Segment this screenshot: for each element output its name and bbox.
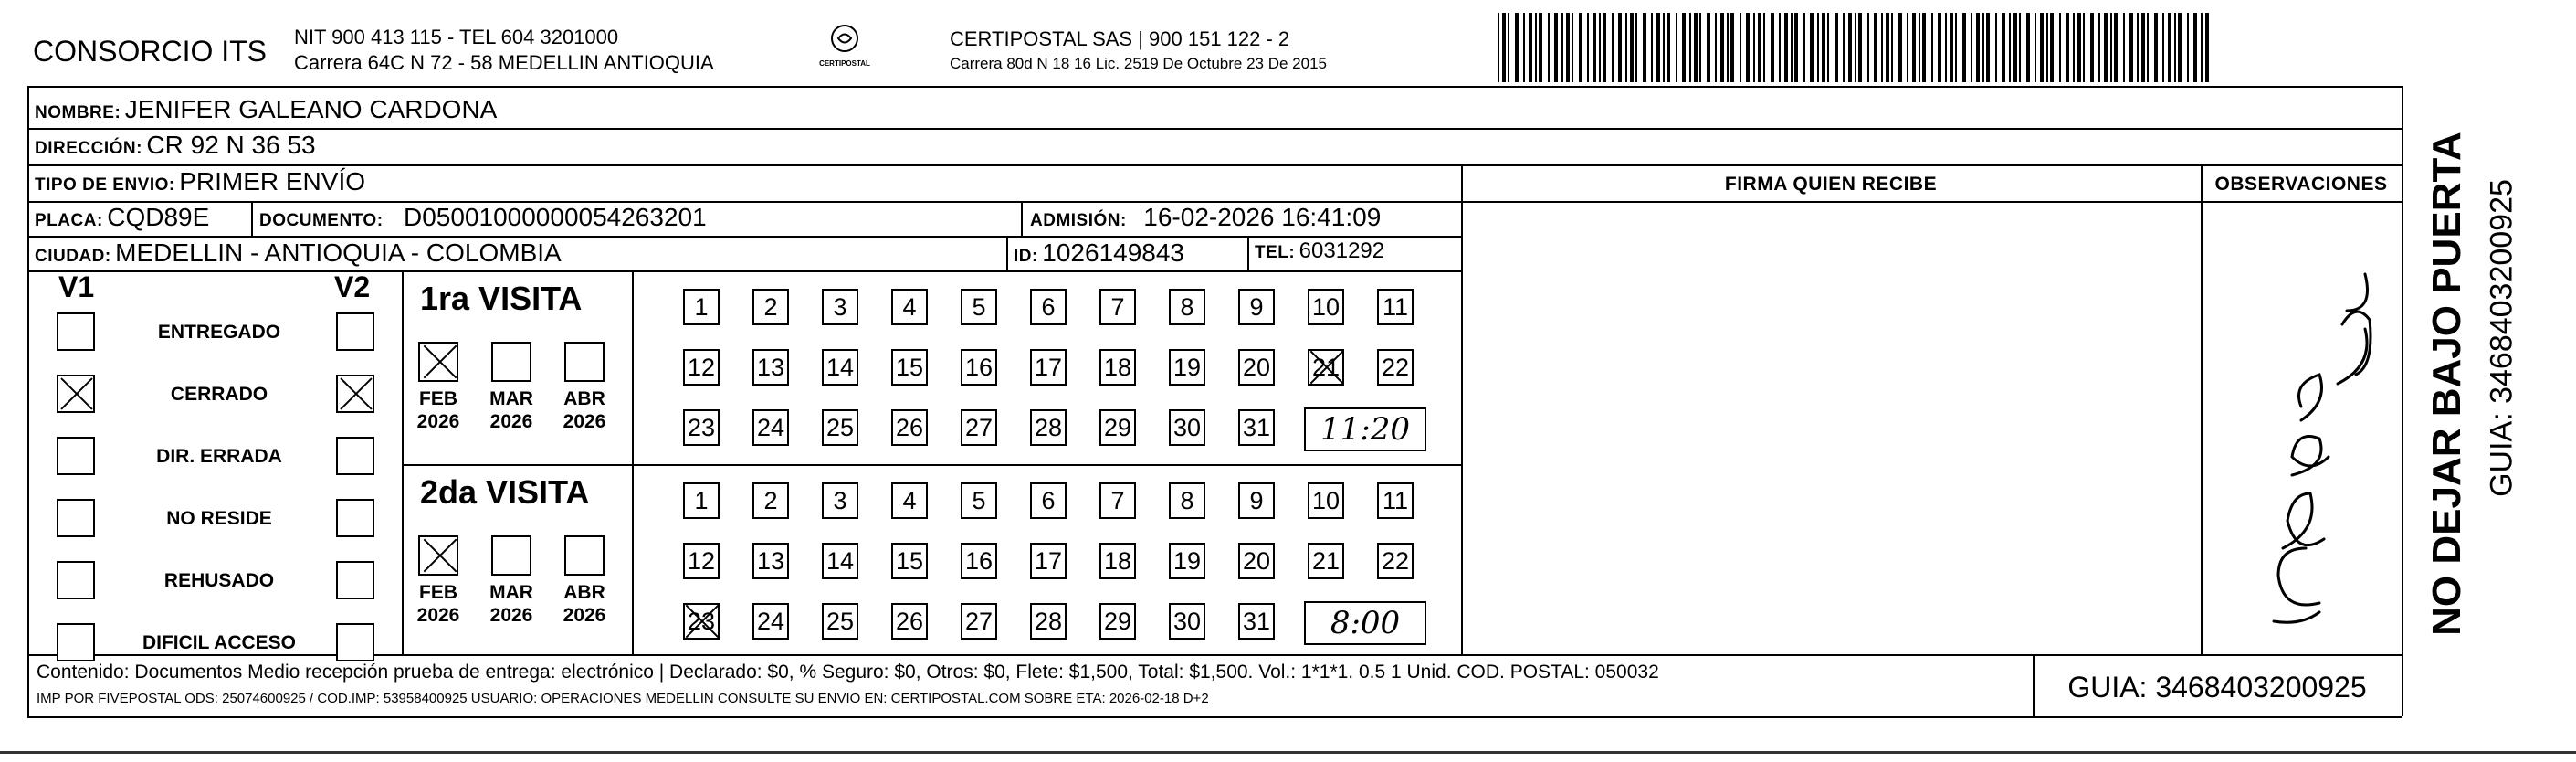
- ciudad-row: [35, 238, 562, 268]
- tipo-label: TIPO DE ENVIO:: [35, 175, 175, 195]
- barcode-bar: [2073, 13, 2075, 82]
- day-box[interactable]: 24: [752, 603, 789, 640]
- day-box[interactable]: 28: [1030, 409, 1067, 446]
- barcode-bar: [2002, 13, 2005, 82]
- day-box[interactable]: 29: [1099, 603, 1136, 640]
- month-label: MAR 2026: [489, 582, 533, 626]
- barcode-bar: [1874, 13, 1877, 82]
- footer-line2: IMP POR FIVEPOSTAL ODS: 25074600925 / COD.IMP: 53958400925 USUARIO: OPERACIONES MEDELLIN CONSULTE SU ENVIO EN: CERTIPOSTAL.COM SOBRE ETA: 2026-02-18 D+2: [37, 691, 1209, 706]
- barcode-bar: [1740, 13, 1741, 82]
- certipostal-line2: Carrera 80d N 18 16 Lic. 2519 De Octubre 23 De 2015: [950, 55, 1327, 72]
- barcode-bar: [1572, 13, 1573, 82]
- barcode-bar: [1858, 13, 1862, 82]
- month-checkbox[interactable]: [418, 535, 458, 576]
- placa-value: CQD89E: [107, 203, 210, 231]
- status-v2-checkbox[interactable]: [336, 375, 374, 413]
- barcode-bar: [2137, 13, 2139, 82]
- company-name: CONSORCIO ITS: [33, 35, 268, 68]
- barcode-bar: [2168, 13, 2171, 82]
- month-label: MAR 2026: [489, 388, 533, 432]
- firma-label: FIRMA QUIEN RECIBE: [1724, 174, 1938, 195]
- barcode-bar: [1699, 13, 1701, 82]
- ciudad-value: MEDELLIN - ANTIOQUIA - COLOMBIA: [115, 238, 562, 267]
- barcode-bar: [1535, 13, 1537, 82]
- barcode-bar: [1986, 13, 1990, 82]
- status-option-label: NO RESIDE: [166, 508, 272, 529]
- barcode-bar: [1891, 13, 1893, 82]
- status-v1-checkbox[interactable]: [57, 312, 95, 351]
- barcode-bar: [1603, 13, 1606, 82]
- barcode-bar: [1753, 13, 1755, 82]
- barcode-bar: [2077, 13, 2081, 82]
- month-checkbox[interactable]: [491, 535, 531, 576]
- day-box[interactable]: 8: [1169, 289, 1205, 325]
- barcode-bar: [2129, 13, 2133, 82]
- status-option-label: DIFICIL ACCESO: [142, 632, 296, 653]
- barcode-bar: [2178, 13, 2182, 82]
- day-box[interactable]: 1: [683, 289, 720, 325]
- status-v1-checkbox[interactable]: [57, 375, 95, 413]
- barcode-bar: [1618, 13, 1622, 82]
- barcode-bar: [2104, 13, 2108, 82]
- day-box[interactable]: 7: [1099, 289, 1136, 325]
- day-box[interactable]: 12: [683, 349, 720, 386]
- barcode-bar: [1931, 13, 1933, 82]
- barcode-bar: [1715, 13, 1717, 82]
- side-guia: GUIA: 3468403200925: [2484, 179, 2519, 497]
- barcode-bar: [1539, 13, 1542, 82]
- id-label: ID:: [1014, 247, 1038, 266]
- day-box[interactable]: 9: [1238, 289, 1275, 325]
- barcode-bar: [1656, 13, 1660, 82]
- day-box[interactable]: 5: [961, 482, 997, 519]
- day-box[interactable]: 7: [1099, 482, 1136, 519]
- barcode-bar: [1707, 13, 1710, 82]
- handwritten-time: 8:00: [1304, 601, 1426, 645]
- day-box[interactable]: 11: [1377, 289, 1414, 325]
- barcode-bar: [1502, 13, 1506, 82]
- barcode: [1498, 13, 2228, 82]
- placa-row: [35, 203, 209, 232]
- barcode-bar: [1976, 13, 1980, 82]
- barcode-bar: [2090, 13, 2094, 82]
- barcode-bar: [2141, 13, 2145, 82]
- status-option-label: CERRADO: [170, 384, 268, 405]
- barcode-bar: [2009, 13, 2011, 82]
- barcode-bar: [1803, 13, 1805, 82]
- day-box[interactable]: 9: [1238, 482, 1275, 519]
- barcode-bar: [1523, 13, 1525, 82]
- barcode-bar: [1727, 13, 1729, 82]
- barcode-bar: [2050, 13, 2054, 82]
- barcode-bar: [1922, 13, 1926, 82]
- company-address: Carrera 64C N 72 - 58 MEDELLIN ANTIOQUIA: [294, 51, 714, 74]
- barcode-bar: [1835, 13, 1838, 82]
- month-checkbox[interactable]: [418, 342, 458, 382]
- barcode-bar: [1855, 13, 1856, 82]
- barcode-bar: [1593, 13, 1596, 82]
- nombre-row: [35, 95, 497, 124]
- barcode-bar: [2114, 13, 2118, 82]
- no-dejar-bajo-puerta: NO DEJAR BAJO PUERTA: [2424, 132, 2469, 636]
- barcode-bar: [2205, 13, 2209, 82]
- day-box[interactable]: 22: [1377, 349, 1414, 386]
- barcode-bar: [1995, 13, 1997, 82]
- observations-handwriting: [2210, 219, 2392, 649]
- day-box[interactable]: 15: [891, 543, 928, 579]
- barcode-bar: [2123, 13, 2125, 82]
- barcode-bar: [1794, 13, 1798, 82]
- barcode-bar: [1848, 13, 1852, 82]
- day-box[interactable]: 19: [1169, 543, 1205, 579]
- id-row: [1014, 238, 1184, 268]
- day-box[interactable]: 13: [752, 543, 789, 579]
- day-box[interactable]: 16: [961, 543, 997, 579]
- barcode-bar: [2059, 13, 2061, 82]
- visit-title: 1ra VISITA: [420, 280, 583, 317]
- barcode-bar: [1663, 13, 1665, 82]
- status-v2-checkbox[interactable]: [336, 499, 374, 537]
- barcode-bar: [1587, 13, 1589, 82]
- barcode-bar: [1689, 13, 1691, 82]
- day-box[interactable]: 26: [891, 603, 928, 640]
- barcode-bar: [1881, 13, 1883, 82]
- barcode-bar: [2026, 13, 2030, 82]
- nombre-value: JENIFER GALEANO CARDONA: [124, 95, 498, 123]
- barcode-bar: [1822, 13, 1825, 82]
- barcode-bar: [2066, 13, 2069, 82]
- barcode-bar: [2110, 13, 2112, 82]
- barcode-bar: [1651, 13, 1653, 82]
- admision-row: [1030, 203, 1381, 232]
- ciudad-label: CIUDAD:: [35, 247, 111, 266]
- barcode-bar: [1515, 13, 1519, 82]
- barcode-bar: [1945, 13, 1947, 82]
- day-box[interactable]: 20: [1238, 543, 1275, 579]
- tipo-value: PRIMER ENVÍO: [179, 167, 366, 196]
- barcode-bar: [1898, 13, 1902, 82]
- barcode-bar: [1548, 13, 1550, 82]
- day-box[interactable]: 18: [1099, 349, 1136, 386]
- barcode-bar: [1682, 13, 1686, 82]
- day-box[interactable]: 21: [1308, 349, 1344, 386]
- day-box[interactable]: 1: [683, 482, 720, 519]
- observaciones-label: OBSERVACIONES: [2214, 174, 2388, 195]
- barcode-bar: [1758, 13, 1761, 82]
- certipostal-line1: CERTIPOSTAL SAS | 900 151 122 - 2: [950, 27, 1290, 50]
- status-v1-checkbox[interactable]: [57, 437, 95, 475]
- day-box[interactable]: 10: [1308, 482, 1344, 519]
- direccion-row: [35, 131, 316, 160]
- barcode-bar: [1886, 13, 1889, 82]
- id-value: 1026149843: [1042, 238, 1185, 267]
- month-label: FEB 2026: [416, 582, 460, 626]
- day-box[interactable]: 31: [1238, 603, 1275, 640]
- day-box[interactable]: 3: [822, 289, 858, 325]
- day-box[interactable]: 2: [752, 482, 789, 519]
- day-box[interactable]: 4: [891, 482, 928, 519]
- month-checkbox[interactable]: [564, 535, 605, 576]
- barcode-bar: [1676, 13, 1677, 82]
- barcode-bar: [2193, 13, 2197, 82]
- nombre-label: NOMBRE:: [35, 103, 121, 122]
- day-box[interactable]: 11: [1377, 482, 1414, 519]
- v2-header: V2: [334, 270, 371, 303]
- day-box[interactable]: 31: [1238, 409, 1275, 446]
- barcode-bar: [1919, 13, 1920, 82]
- day-box[interactable]: 17: [1030, 543, 1067, 579]
- day-box[interactable]: 24: [752, 409, 789, 446]
- barcode-bar: [1529, 13, 1532, 82]
- day-box[interactable]: 12: [683, 543, 720, 579]
- barcode-bar: [1791, 13, 1793, 82]
- month-checkbox[interactable]: [564, 342, 605, 382]
- barcode-bar: [1554, 13, 1558, 82]
- day-box[interactable]: 29: [1099, 409, 1136, 446]
- barcode-bar: [1982, 13, 1984, 82]
- status-v2-checkbox[interactable]: [336, 437, 374, 475]
- barcode-bar: [1599, 13, 1601, 82]
- barcode-bar: [1561, 13, 1563, 82]
- day-box[interactable]: 25: [822, 409, 858, 446]
- barcode-bar: [2174, 13, 2176, 82]
- day-box[interactable]: 23: [683, 603, 720, 640]
- day-box[interactable]: 22: [1377, 543, 1414, 579]
- day-box[interactable]: 28: [1030, 603, 1067, 640]
- day-box[interactable]: 2: [752, 289, 789, 325]
- barcode-bar: [2046, 13, 2048, 82]
- barcode-bar: [1579, 13, 1582, 82]
- v1-header: V1: [58, 270, 95, 303]
- day-box[interactable]: 15: [891, 349, 928, 386]
- day-box[interactable]: 14: [822, 349, 858, 386]
- barcode-bar: [1667, 13, 1670, 82]
- barcode-bar: [1730, 13, 1734, 82]
- documento-value: D05001000000054263201: [404, 203, 707, 231]
- status-v2-checkbox[interactable]: [336, 312, 374, 351]
- barcode-bar: [1843, 13, 1845, 82]
- barcode-bar: [2162, 13, 2164, 82]
- day-box[interactable]: 27: [961, 409, 997, 446]
- day-box[interactable]: 30: [1169, 603, 1205, 640]
- barcode-bar: [2019, 13, 2021, 82]
- status-v1-checkbox[interactable]: [57, 623, 95, 661]
- barcode-bar: [1630, 13, 1634, 82]
- status-v2-checkbox[interactable]: [336, 623, 374, 661]
- day-box[interactable]: 26: [891, 409, 928, 446]
- barcode-bar: [2035, 13, 2036, 82]
- handwritten-time: 11:20: [1304, 407, 1426, 451]
- barcode-bar: [1763, 13, 1765, 82]
- status-option-label: ENTREGADO: [157, 322, 281, 343]
- barcode-bar: [1508, 13, 1509, 82]
- documento-label: DOCUMENTO:: [259, 211, 384, 230]
- documento-row: [259, 203, 707, 232]
- barcode-bar: [1643, 13, 1646, 82]
- status-option-label: DIR. ERRADA: [156, 446, 282, 467]
- month-label: ABR 2026: [563, 582, 606, 626]
- month-label: ABR 2026: [563, 388, 606, 432]
- day-box[interactable]: 13: [752, 349, 789, 386]
- day-box[interactable]: 27: [961, 603, 997, 640]
- footer-guia: GUIA: 3468403200925: [2067, 671, 2367, 704]
- day-box[interactable]: 16: [961, 349, 997, 386]
- status-v1-checkbox[interactable]: [57, 561, 95, 599]
- footer-line1: Contenido: Documentos Medio recepción prueba de entrega: electrónico | Declarado: $0, % Seguro: $0, Otros: $0, Flete: $1,500, Total: $1,500. Vol.: 1*1*1. 0.5 1 Unid. COD. POSTAL: 050032: [37, 661, 1659, 683]
- barcode-bar: [2040, 13, 2044, 82]
- day-box[interactable]: 8: [1169, 482, 1205, 519]
- barcode-bar: [2013, 13, 2017, 82]
- certipostal-logo: [813, 22, 877, 77]
- barcode-bar: [1612, 13, 1614, 82]
- barcode-bar: [1867, 13, 1869, 82]
- barcode-bar: [2187, 13, 2189, 82]
- admision-value: 16-02-2026 16:41:09: [1143, 203, 1382, 231]
- month-label: FEB 2026: [416, 388, 460, 432]
- barcode-bar: [1938, 13, 1941, 82]
- direccion-label: DIRECCIÓN:: [35, 139, 142, 158]
- barcode-bar: [1962, 13, 1966, 82]
- day-box[interactable]: 5: [961, 289, 997, 325]
- barcode-bar: [1720, 13, 1724, 82]
- company-nit: NIT 900 413 115 - TEL 604 3201000: [294, 26, 619, 48]
- barcode-bar: [1771, 13, 1774, 82]
- visit-title: 2da VISITA: [420, 473, 590, 511]
- barcode-bar: [1566, 13, 1570, 82]
- barcode-bar: [1784, 13, 1788, 82]
- barcode-bar: [1635, 13, 1637, 82]
- status-v2-checkbox[interactable]: [336, 561, 374, 599]
- day-box[interactable]: 18: [1099, 543, 1136, 579]
- certipostal-logo-text: CERTIPOSTAL: [819, 59, 870, 68]
- barcode-bar: [1498, 13, 1499, 82]
- day-box[interactable]: 10: [1308, 289, 1344, 325]
- barcode-bar: [1955, 13, 1957, 82]
- tel-value: 6031292: [1299, 238, 1385, 263]
- certipostal-logo-icon: [828, 22, 861, 55]
- barcode-bar: [1912, 13, 1916, 82]
- barcode-bar: [2201, 13, 2203, 82]
- admision-label: ADMISIÓN:: [1030, 211, 1127, 230]
- day-box[interactable]: 6: [1030, 289, 1067, 325]
- status-option-label: REHUSADO: [163, 570, 275, 591]
- day-box[interactable]: 30: [1169, 409, 1205, 446]
- barcode-bar: [1810, 13, 1814, 82]
- barcode-bar: [1779, 13, 1781, 82]
- tel-row: [1255, 238, 1384, 264]
- direccion-value: CR 92 N 36 53: [146, 131, 316, 159]
- day-box[interactable]: 19: [1169, 349, 1205, 386]
- day-box[interactable]: 21: [1308, 543, 1344, 579]
- barcode-bar: [2147, 13, 2149, 82]
- barcode-bar: [1694, 13, 1698, 82]
- barcode-bar: [2098, 13, 2100, 82]
- day-box[interactable]: 6: [1030, 482, 1067, 519]
- day-box[interactable]: 20: [1238, 349, 1275, 386]
- barcode-bar: [2083, 13, 2085, 82]
- barcode-bar: [1950, 13, 1953, 82]
- barcode-bar: [1817, 13, 1819, 82]
- day-box[interactable]: 3: [822, 482, 858, 519]
- barcode-bar: [1625, 13, 1627, 82]
- barcode-bar: [1746, 13, 1750, 82]
- status-v1-checkbox[interactable]: [57, 499, 95, 537]
- day-box[interactable]: 17: [1030, 349, 1067, 386]
- barcode-bar: [2154, 13, 2158, 82]
- placa-label: PLACA:: [35, 211, 103, 230]
- day-box[interactable]: 25: [822, 603, 858, 640]
- tel-label: TEL:: [1255, 243, 1296, 262]
- barcode-bar: [1971, 13, 1972, 82]
- barcode-bar: [1907, 13, 1908, 82]
- day-box[interactable]: 4: [891, 289, 928, 325]
- month-checkbox[interactable]: [491, 342, 531, 382]
- day-box[interactable]: 14: [822, 543, 858, 579]
- day-box[interactable]: 23: [683, 409, 720, 446]
- tipo-row: [35, 167, 365, 196]
- barcode-bar: [1827, 13, 1829, 82]
